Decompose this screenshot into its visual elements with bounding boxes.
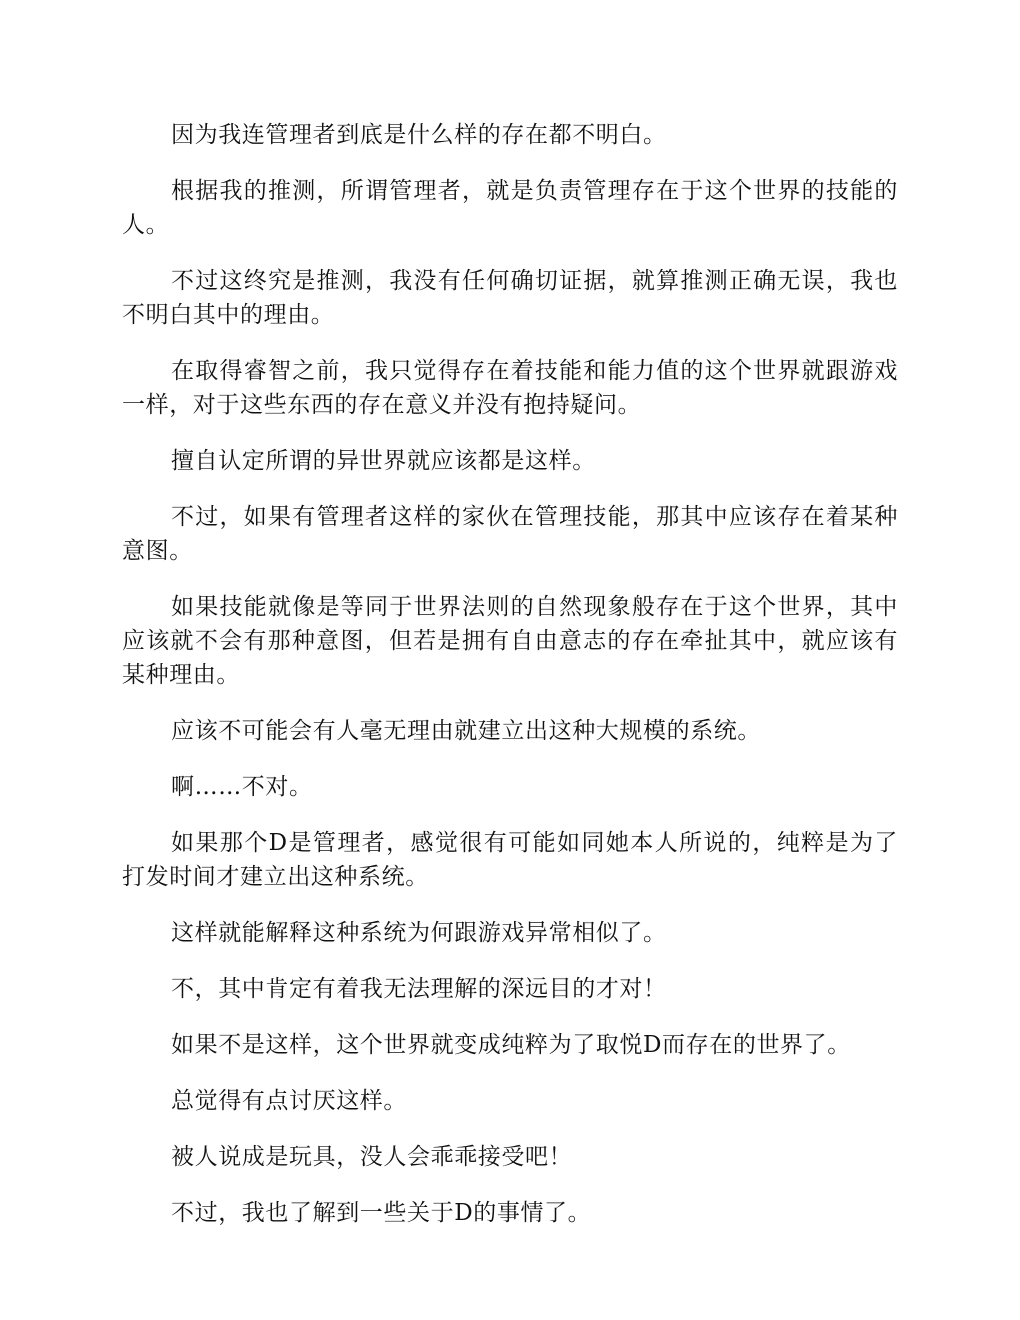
paragraph-14: 总觉得有点讨厌这样。 <box>171 1088 407 1114</box>
document-page <box>122 118 898 1252</box>
paragraph-6: 不过，如果有管理者这样的家伙在管理技能，那其中应该存在着某种意图。 <box>122 504 898 564</box>
paragraph-8: 应该不可能会有人毫无理由就建立出这种大规模的系统。 <box>171 718 761 744</box>
paragraph-16: 不过，我也了解到一些关于D的事情了。 <box>171 1200 592 1226</box>
paragraph-1: 因为我连管理者到底是什么样的存在都不明白。 <box>171 122 667 148</box>
paragraph-9: 啊……不对。 <box>171 774 313 800</box>
paragraph-7: 如果技能就像是等同于世界法则的自然现象般存在于这个世界，其中应该就不会有那种意图，但若是拥有自由意志的存在牵扯其中，就应该有某种理由。 <box>122 594 898 688</box>
paragraph-11: 这样就能解释这种系统为何跟游戏异常相似了。 <box>171 920 667 946</box>
paragraph-5: 擅自认定所谓的异世界就应该都是这样。 <box>171 448 596 474</box>
paragraph-10: 如果那个D是管理者，感觉很有可能如同她本人所说的，纯粹是为了打发时间才建立出这种系统。 <box>122 830 898 890</box>
paragraph-13: 如果不是这样，这个世界就变成纯粹为了取悦D而存在的世界了。 <box>171 1032 851 1058</box>
paragraph-12: 不，其中肯定有着我无法理解的深远目的才对！ <box>171 976 667 1002</box>
paragraph-4: 在取得睿智之前，我只觉得存在着技能和能力值的这个世界就跟游戏一样，对于这些东西的存在意义并没有抱持疑问。 <box>122 358 898 418</box>
paragraph-15: 被人说成是玩具，没人会乖乖接受吧！ <box>171 1144 573 1170</box>
paragraph-3: 不过这终究是推测，我没有任何确切证据，就算推测正确无误，我也不明白其中的理由。 <box>122 268 898 328</box>
paragraph-2: 根据我的推测，所谓管理者，就是负责管理存在于这个世界的技能的人。 <box>122 178 898 238</box>
